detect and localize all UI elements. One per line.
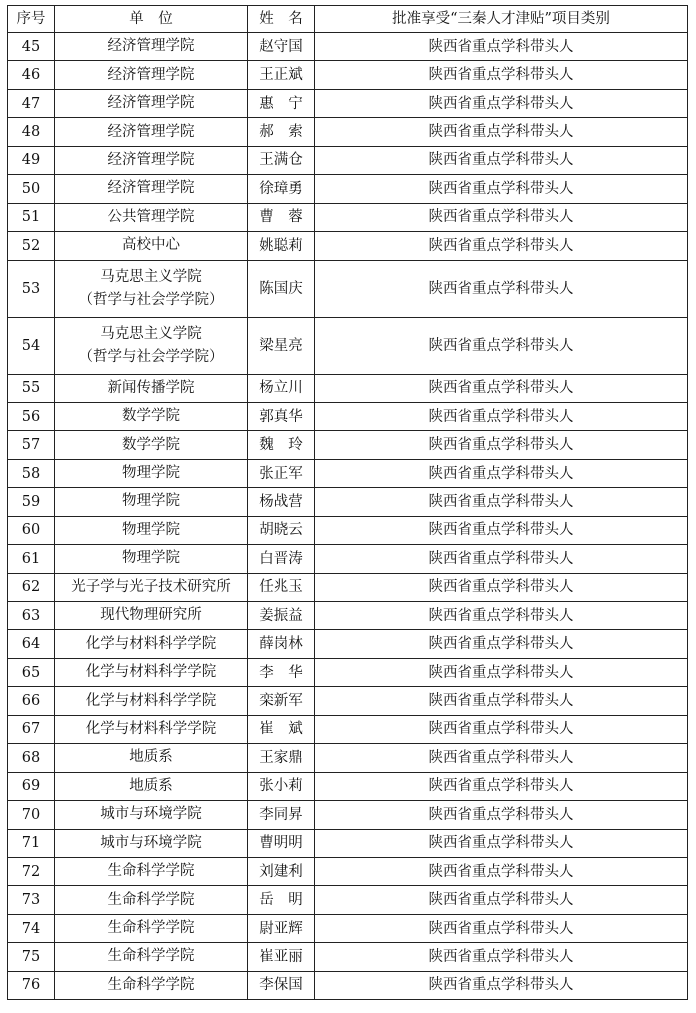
unit-line: 物理学院 <box>122 465 180 482</box>
row-number: 75 <box>8 943 55 971</box>
row-category: 陕西省重点学科带头人 <box>315 658 688 686</box>
row-number: 74 <box>8 914 55 942</box>
row-number: 63 <box>8 602 55 630</box>
unit-line: 城市与环境学院 <box>100 834 202 851</box>
row-person-name: 李同昇 <box>248 801 315 829</box>
row-category: 陕西省重点学科带头人 <box>315 317 688 374</box>
row-unit <box>55 545 248 573</box>
row-unit <box>55 459 248 487</box>
header-category: 批准享受“三秦人才津贴”项目类别 <box>315 6 688 33</box>
row-number: 54 <box>8 317 55 374</box>
row-number: 66 <box>8 687 55 715</box>
row-number: 73 <box>8 886 55 914</box>
row-number: 58 <box>8 459 55 487</box>
unit-line: 经济管理学院 <box>107 66 195 83</box>
row-person-name: 张小莉 <box>248 772 315 800</box>
row-unit <box>55 857 248 885</box>
row-number: 56 <box>8 402 55 430</box>
row-unit <box>55 516 248 544</box>
row-category: 陕西省重点学科带头人 <box>315 89 688 117</box>
row-unit <box>55 772 248 800</box>
row-person-name: 惠 宁 <box>248 89 315 117</box>
row-person-name: 杨立川 <box>248 374 315 402</box>
table-row <box>8 914 688 942</box>
row-unit <box>55 232 248 260</box>
unit-line: 生命科学学院 <box>107 976 195 993</box>
row-category: 陕西省重点学科带头人 <box>315 402 688 430</box>
row-unit <box>55 886 248 914</box>
row-person-name: 曹明明 <box>248 829 315 857</box>
table-row <box>8 545 688 573</box>
unit-line: 生命科学学院 <box>107 863 195 880</box>
table-row <box>8 175 688 203</box>
unit-line: 生命科学学院 <box>107 891 195 908</box>
row-person-name: 崔亚丽 <box>248 943 315 971</box>
row-number: 46 <box>8 61 55 89</box>
row-number: 48 <box>8 118 55 146</box>
unit-line: 化学与材料科学学院 <box>85 635 217 652</box>
row-unit <box>55 203 248 231</box>
table-row <box>8 89 688 117</box>
row-person-name: 魏 玲 <box>248 431 315 459</box>
row-number: 62 <box>8 573 55 601</box>
row-person-name: 王家鼎 <box>248 744 315 772</box>
row-person-name: 杨战营 <box>248 488 315 516</box>
row-person-name: 尉亚辉 <box>248 914 315 942</box>
header-row <box>8 6 688 33</box>
unit-line: 化学与材料科学学院 <box>85 664 217 681</box>
row-number: 52 <box>8 232 55 260</box>
row-number: 47 <box>8 89 55 117</box>
unit-line: 数学学院 <box>122 436 180 453</box>
table-row <box>8 772 688 800</box>
row-category: 陕西省重点学科带头人 <box>315 914 688 942</box>
row-person-name: 郭真华 <box>248 402 315 430</box>
row-unit <box>55 33 248 61</box>
talent-allowance-table <box>7 5 688 1000</box>
row-category: 陕西省重点学科带头人 <box>315 801 688 829</box>
row-number: 61 <box>8 545 55 573</box>
row-category: 陕西省重点学科带头人 <box>315 886 688 914</box>
unit-line: 数学学院 <box>122 408 180 425</box>
row-number: 59 <box>8 488 55 516</box>
row-number: 50 <box>8 175 55 203</box>
row-category: 陕西省重点学科带头人 <box>315 33 688 61</box>
table-row <box>8 715 688 743</box>
table-row <box>8 488 688 516</box>
row-unit <box>55 687 248 715</box>
table-row <box>8 886 688 914</box>
row-unit <box>55 602 248 630</box>
row-unit <box>55 402 248 430</box>
row-person-name: 岳 明 <box>248 886 315 914</box>
table-row <box>8 118 688 146</box>
header-unit: 单 位 <box>55 6 248 33</box>
row-category: 陕西省重点学科带头人 <box>315 203 688 231</box>
row-category: 陕西省重点学科带头人 <box>315 118 688 146</box>
unit-line: 物理学院 <box>122 493 180 510</box>
table-row <box>8 431 688 459</box>
table-row <box>8 943 688 971</box>
unit-line: 地质系 <box>129 749 173 766</box>
unit-line: 化学与材料科学学院 <box>85 692 217 709</box>
table-row <box>8 801 688 829</box>
row-category: 陕西省重点学科带头人 <box>315 630 688 658</box>
row-unit <box>55 146 248 174</box>
row-unit <box>55 943 248 971</box>
unit-line: 公共管理学院 <box>107 208 195 225</box>
row-unit <box>55 630 248 658</box>
row-category: 陕西省重点学科带头人 <box>315 829 688 857</box>
table-row <box>8 33 688 61</box>
row-unit <box>55 488 248 516</box>
unit-line: 物理学院 <box>122 550 180 567</box>
unit-line: （哲学与社会学学院） <box>78 291 224 308</box>
row-unit <box>55 317 248 374</box>
unit-line: 高校中心 <box>122 237 180 254</box>
row-number: 68 <box>8 744 55 772</box>
row-category: 陕西省重点学科带头人 <box>315 971 688 999</box>
row-number: 76 <box>8 971 55 999</box>
row-person-name: 崔 斌 <box>248 715 315 743</box>
row-person-name: 徐璋勇 <box>248 175 315 203</box>
row-unit <box>55 971 248 999</box>
table-row <box>8 402 688 430</box>
row-number: 60 <box>8 516 55 544</box>
row-unit <box>55 573 248 601</box>
table-row <box>8 516 688 544</box>
row-category: 陕西省重点学科带头人 <box>315 772 688 800</box>
row-category: 陕西省重点学科带头人 <box>315 516 688 544</box>
row-number: 64 <box>8 630 55 658</box>
row-unit <box>55 715 248 743</box>
unit-line: 经济管理学院 <box>107 180 195 197</box>
table-row <box>8 658 688 686</box>
unit-line: 物理学院 <box>122 521 180 538</box>
row-unit <box>55 744 248 772</box>
row-person-name: 曹 蓉 <box>248 203 315 231</box>
table-row <box>8 260 688 317</box>
row-person-name: 张正军 <box>248 459 315 487</box>
unit-line: 马克思主义学院 <box>100 325 202 342</box>
row-unit <box>55 260 248 317</box>
table-row <box>8 630 688 658</box>
row-category: 陕西省重点学科带头人 <box>315 61 688 89</box>
row-person-name: 赵守国 <box>248 33 315 61</box>
row-unit <box>55 829 248 857</box>
row-number: 49 <box>8 146 55 174</box>
table-row <box>8 744 688 772</box>
unit-line: 经济管理学院 <box>107 123 195 140</box>
row-category: 陕西省重点学科带头人 <box>315 260 688 317</box>
table-row <box>8 459 688 487</box>
row-number: 71 <box>8 829 55 857</box>
row-person-name: 王满仓 <box>248 146 315 174</box>
row-person-name: 胡晓云 <box>248 516 315 544</box>
row-person-name: 王正斌 <box>248 61 315 89</box>
row-number: 69 <box>8 772 55 800</box>
row-unit <box>55 118 248 146</box>
unit-line: 经济管理学院 <box>107 151 195 168</box>
row-unit <box>55 914 248 942</box>
row-category: 陕西省重点学科带头人 <box>315 431 688 459</box>
row-unit <box>55 89 248 117</box>
unit-line: 生命科学学院 <box>107 948 195 965</box>
row-person-name: 陈国庆 <box>248 260 315 317</box>
row-category: 陕西省重点学科带头人 <box>315 459 688 487</box>
row-person-name: 白晋涛 <box>248 545 315 573</box>
table-row <box>8 573 688 601</box>
row-number: 65 <box>8 658 55 686</box>
table-row <box>8 203 688 231</box>
row-category: 陕西省重点学科带头人 <box>315 687 688 715</box>
row-category: 陕西省重点学科带头人 <box>315 175 688 203</box>
table-row <box>8 829 688 857</box>
row-number: 45 <box>8 33 55 61</box>
row-category: 陕西省重点学科带头人 <box>315 744 688 772</box>
row-person-name: 李保国 <box>248 971 315 999</box>
row-category: 陕西省重点学科带头人 <box>315 545 688 573</box>
row-category: 陕西省重点学科带头人 <box>315 146 688 174</box>
table-row <box>8 61 688 89</box>
unit-line: 地质系 <box>129 777 173 794</box>
unit-line: （哲学与社会学学院） <box>78 348 224 365</box>
table-body <box>8 33 688 1000</box>
table-row <box>8 971 688 999</box>
row-number: 67 <box>8 715 55 743</box>
row-category: 陕西省重点学科带头人 <box>315 715 688 743</box>
row-person-name: 刘建利 <box>248 857 315 885</box>
table-header <box>8 6 688 33</box>
header-name: 姓 名 <box>248 6 315 33</box>
unit-line: 光子学与光子技术研究所 <box>71 578 231 595</box>
row-category: 陕西省重点学科带头人 <box>315 602 688 630</box>
table-row <box>8 602 688 630</box>
row-category: 陕西省重点学科带头人 <box>315 573 688 601</box>
row-category: 陕西省重点学科带头人 <box>315 857 688 885</box>
table-row <box>8 232 688 260</box>
table-row <box>8 857 688 885</box>
row-number: 72 <box>8 857 55 885</box>
row-number: 51 <box>8 203 55 231</box>
row-person-name: 薛岗林 <box>248 630 315 658</box>
unit-line: 城市与环境学院 <box>100 806 202 823</box>
row-number: 57 <box>8 431 55 459</box>
unit-line: 马克思主义学院 <box>100 268 202 285</box>
row-person-name: 姜振益 <box>248 602 315 630</box>
row-unit <box>55 61 248 89</box>
row-number: 53 <box>8 260 55 317</box>
table-row <box>8 374 688 402</box>
row-unit <box>55 801 248 829</box>
row-category: 陕西省重点学科带头人 <box>315 232 688 260</box>
row-category: 陕西省重点学科带头人 <box>315 943 688 971</box>
row-number: 55 <box>8 374 55 402</box>
unit-line: 生命科学学院 <box>107 920 195 937</box>
row-number: 70 <box>8 801 55 829</box>
row-person-name: 姚聪莉 <box>248 232 315 260</box>
header-no: 序号 <box>8 6 55 33</box>
unit-line: 经济管理学院 <box>107 95 195 112</box>
row-unit <box>55 431 248 459</box>
table-row <box>8 687 688 715</box>
row-unit <box>55 374 248 402</box>
row-person-name: 梁星亮 <box>248 317 315 374</box>
unit-line: 现代物理研究所 <box>100 607 202 624</box>
unit-line: 化学与材料科学学院 <box>85 720 217 737</box>
row-category: 陕西省重点学科带头人 <box>315 374 688 402</box>
table-row <box>8 317 688 374</box>
row-person-name: 任兆玉 <box>248 573 315 601</box>
row-person-name: 李 华 <box>248 658 315 686</box>
row-person-name: 郝 索 <box>248 118 315 146</box>
table-row <box>8 146 688 174</box>
row-unit <box>55 658 248 686</box>
row-unit <box>55 175 248 203</box>
row-category: 陕西省重点学科带头人 <box>315 488 688 516</box>
row-person-name: 栾新军 <box>248 687 315 715</box>
unit-line: 经济管理学院 <box>107 38 195 55</box>
unit-line: 新闻传播学院 <box>107 379 195 396</box>
